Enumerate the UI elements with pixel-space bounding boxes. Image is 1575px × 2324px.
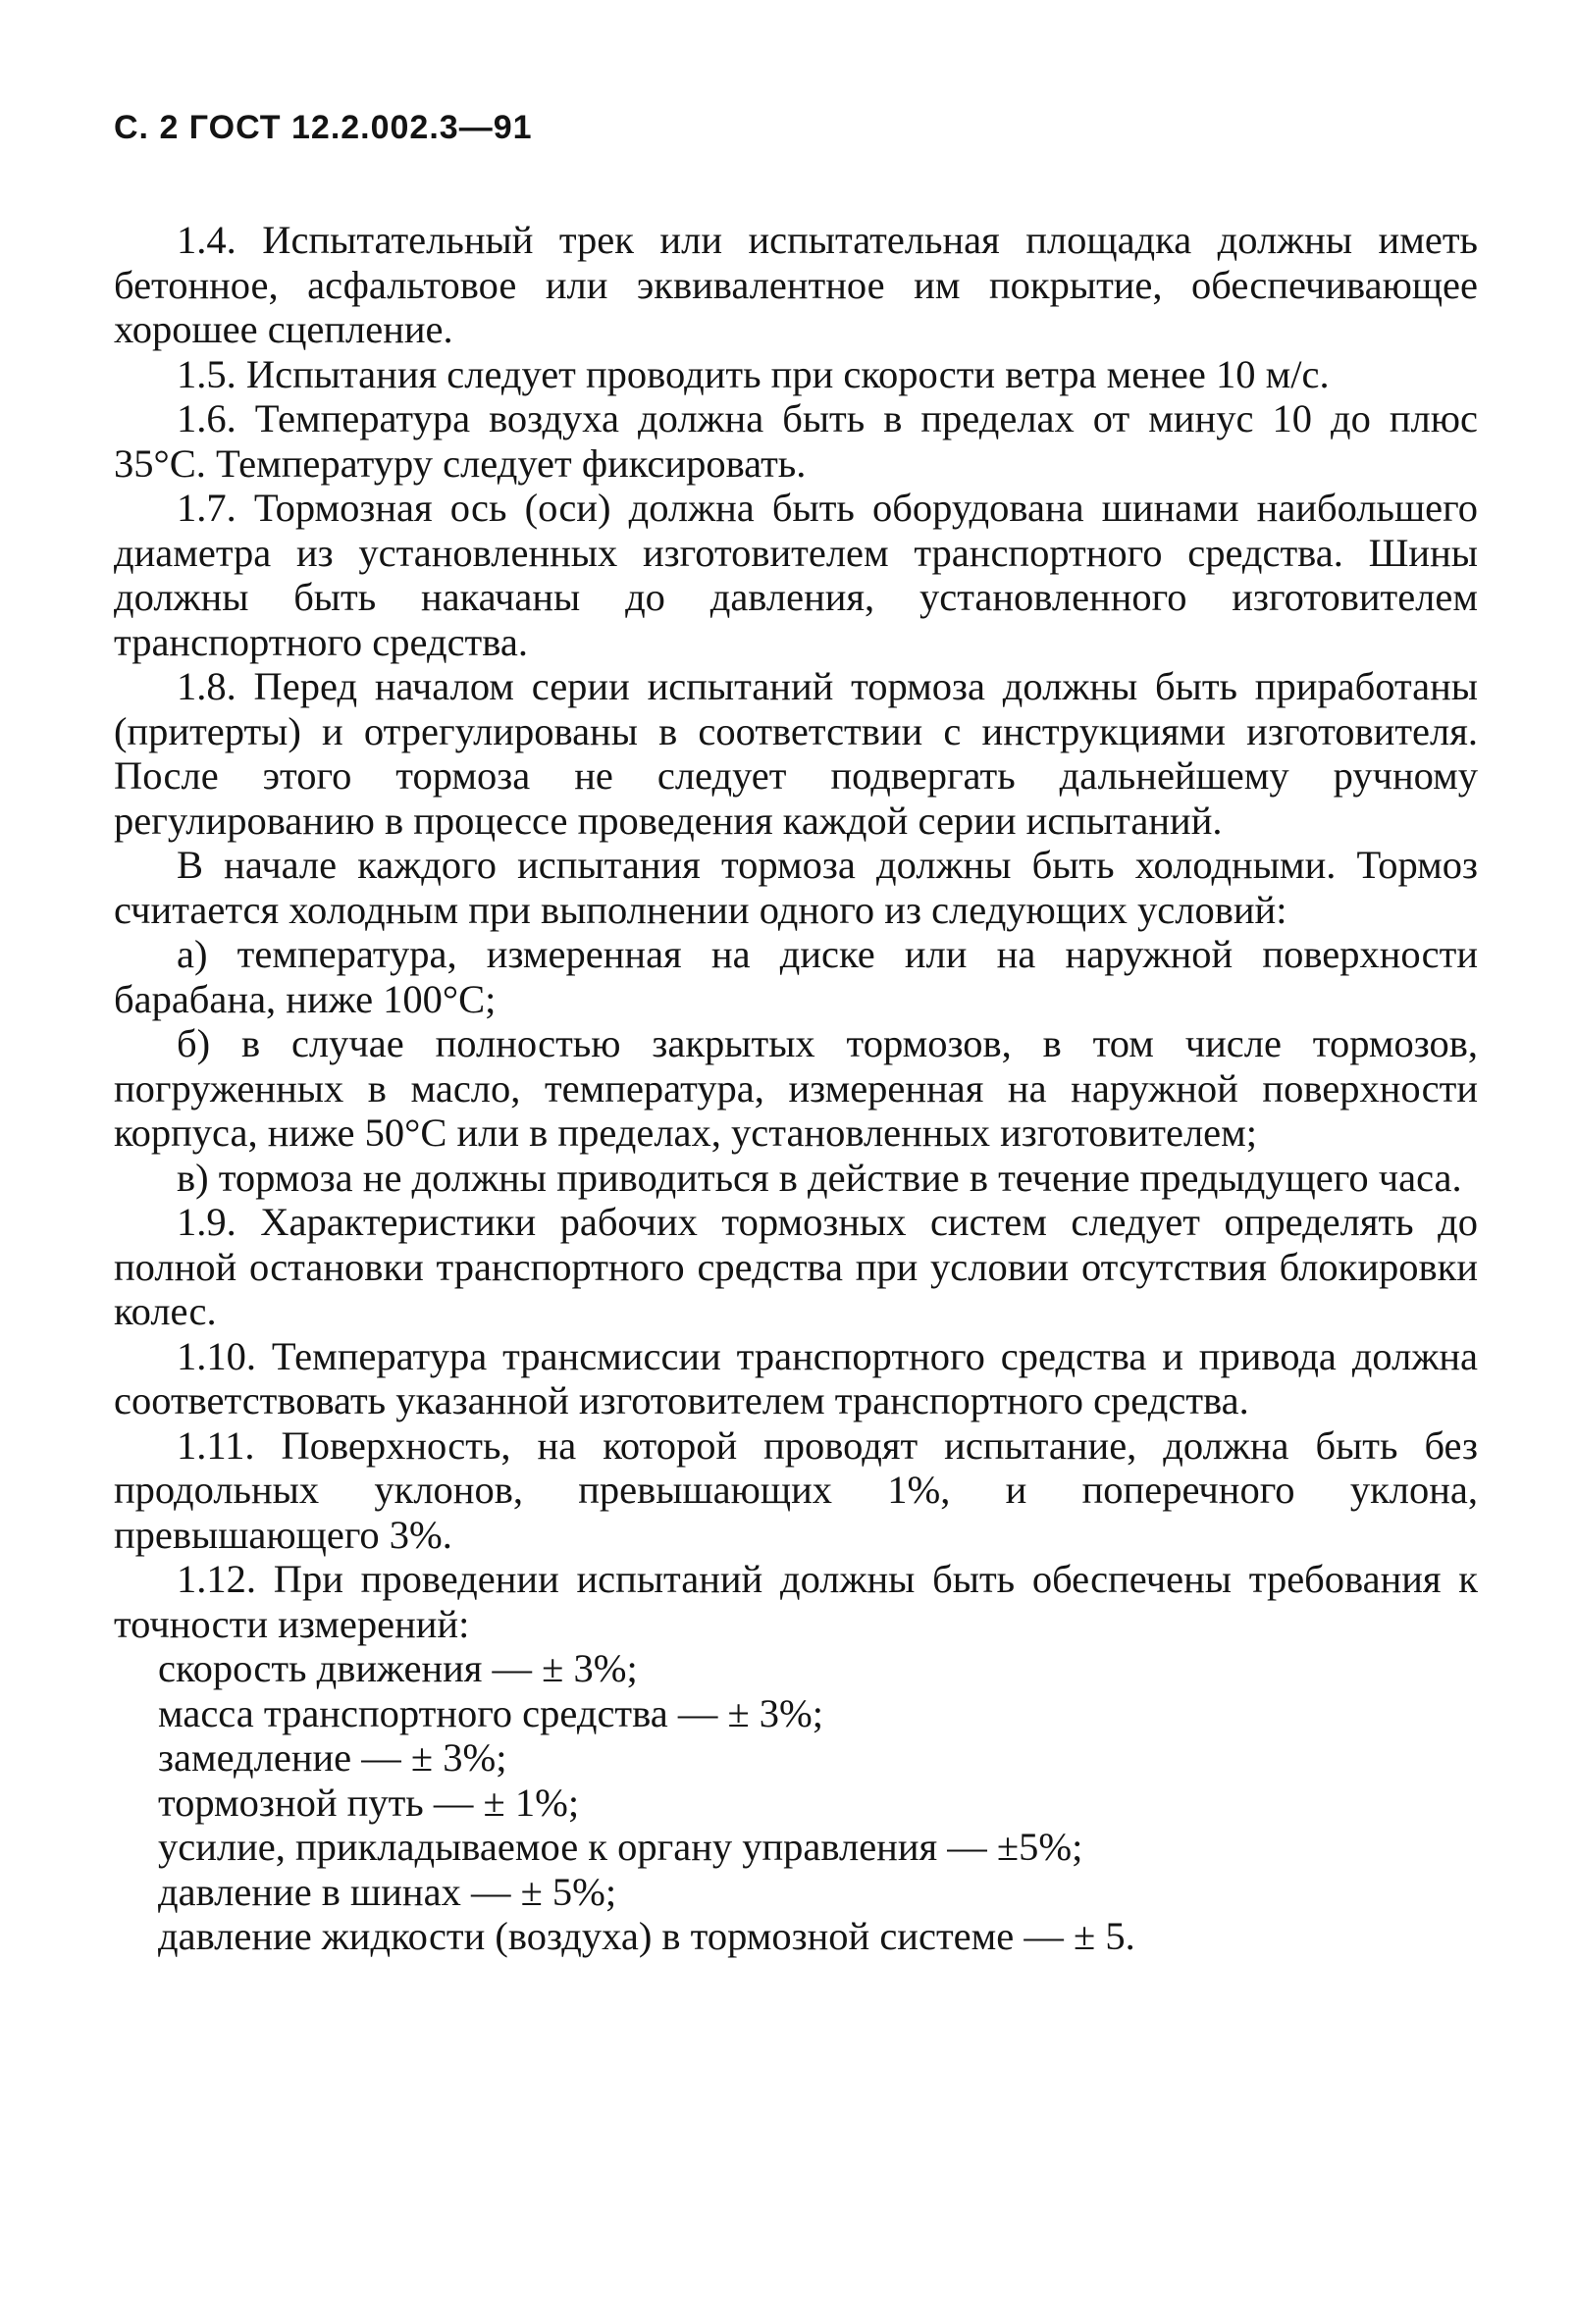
paragraph-cold-brakes: В начале каждого испытания тормоза должны быть холодными. Тормоз считается холодным при выполнении одного из следующих условий: [114,843,1478,932]
list-item: масса транспортного средства — ± 3%; [158,1690,824,1735]
paragraph-1-6: 1.6. Температура воздуха должна быть в пределах от минус 10 до плюс 35°С. Температуру следует фиксировать. [114,396,1478,486]
list-item: давление жидкости (воздуха) в тормозной системе — ± 5. [158,1914,1135,1958]
list-item: усилие, прикладываемое к органу управления — ±5%; [158,1825,1083,1869]
list-item: замедление — ± 3%; [158,1735,507,1780]
list-item: скорость движения — ± 3%; [158,1646,638,1690]
accuracy-list [114,1646,1478,1959]
page-header: С. 2 ГОСТ 12.2.002.3—91 [114,109,533,146]
condition-v: в) тормоза не должны приводиться в действие в течение предыдущего часа. [177,1155,1462,1200]
paragraph-1-4: 1.4. Испытательный трек или испытательная площадка должны иметь бетонное, асфальтовое или эквивалентное им покрытие, обеспечивающее хорошее сцепление. [114,218,1478,351]
condition-a: а) температура, измеренная на диске или на наружной поверхности барабана, ниже 100°С; [114,932,1478,1021]
list-item: тормозной путь — ± 1%; [158,1780,580,1825]
paragraph-1-8: 1.8. Перед началом серии испытаний тормоза должны быть приработаны (притерты) и отрегулированы в соответствии с инструкциями изготовителя. После этого тормоза не следует подвергать дальнейшему ручному регулированию в процессе проведения каждой серии испытаний. [114,664,1478,843]
paragraph-1-12: 1.12. При проведении испытаний должны быть обеспечены требования к точности измерений: [114,1557,1478,1646]
paragraph-1-11: 1.11. Поверхность, на которой проводят испытание, должна быть без продольных уклонов, превышающих 1%, и поперечного уклона, превышающего 3%. [114,1422,1478,1557]
paragraph-1-5: 1.5. Испытания следует проводить при скорости ветра менее 10 м/с. [177,351,1330,396]
paragraph-1-9: 1.9. Характеристики рабочих тормозных систем следует определять до полной остановки транспортного средства при условии отсутствия блокировки колес. [114,1200,1478,1333]
document-page [114,108,1478,1959]
condition-b: б) в случае полностью закрытых тормозов, в том числе тормозов, погруженных в масло, температура, измеренная на наружной поверхности корпуса, ниже 50°С или в пределах, установленных изготовителем; [114,1021,1478,1155]
paragraph-1-7: 1.7. Тормозная ось (оси) должна быть оборудована шинами наибольшего диаметра из установленных изготовителем транспортного средства. Шины должны быть накачаны до давления, установленного изготовителем транспортного средства. [114,486,1478,664]
list-item: давление в шинах — ± 5%; [158,1869,617,1914]
paragraph-1-10: 1.10. Температура трансмиссии транспортного средства и привода должна соответствовать указанной изготовителем транспортного средства. [114,1333,1478,1422]
